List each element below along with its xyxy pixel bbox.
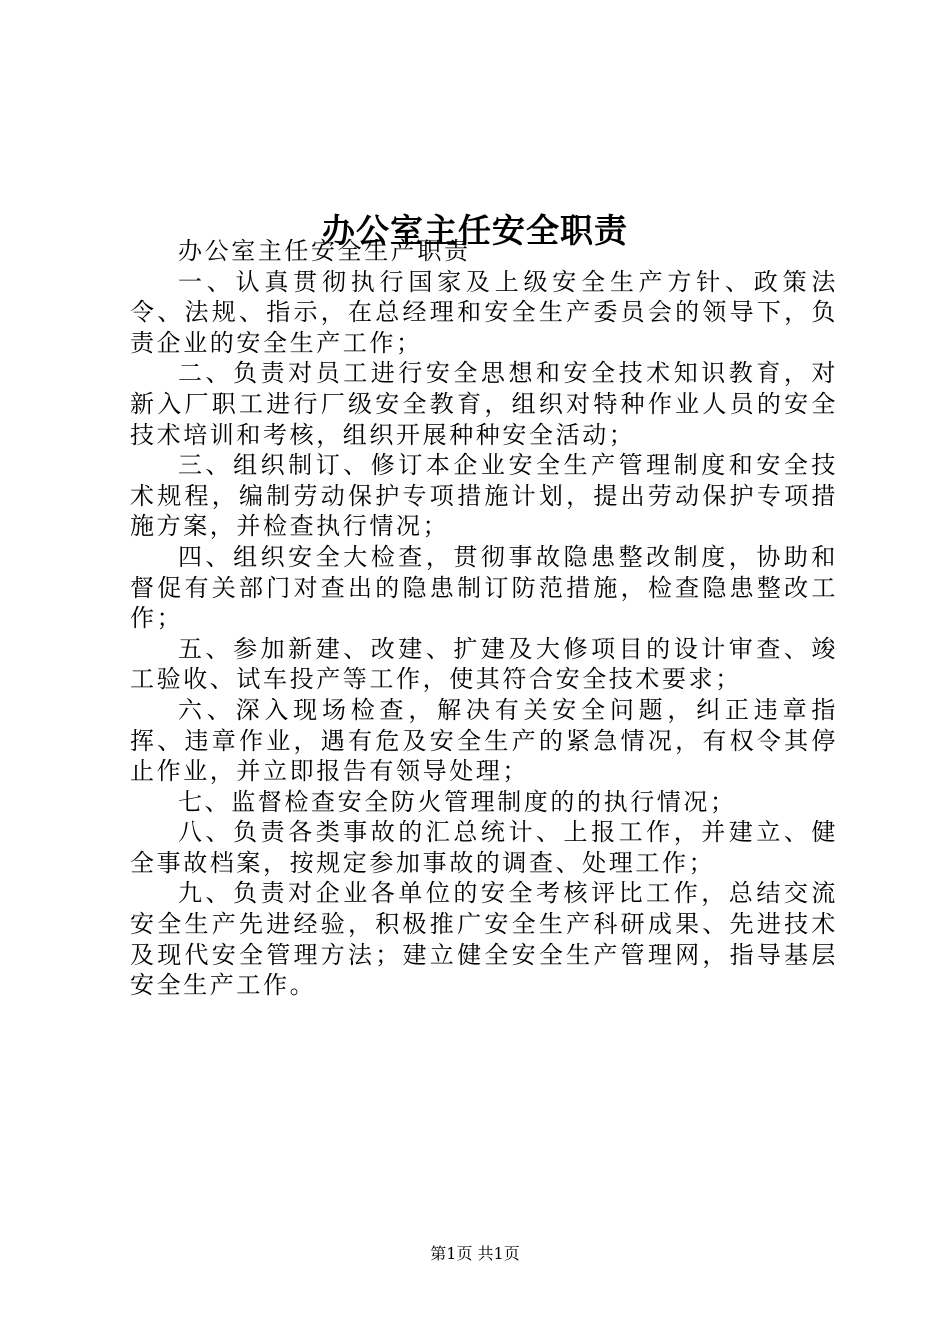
- paragraph-subtitle: 办公室主任安全生产职责: [178, 237, 471, 265]
- paragraph-item-7: 七、监督检查安全防火管理制度的的执行情况；: [178, 787, 737, 816]
- document-body: [130, 236, 838, 1001]
- paragraph-item-1: 一、认真贯彻执行国家及上级安全生产方针、政策法令、法规、指示，在总经理和安全生产委员会的领导下，负责企业的安全生产工作；: [130, 267, 838, 357]
- page-number: 第1页 共1页: [430, 1244, 520, 1263]
- document-title: 办公室主任安全职责: [322, 211, 628, 251]
- paragraph-item-9: 九、负责对企业各单位的安全考核评比工作，总结交流安全生产先进经验，积极推广安全生产科研成果、先进技术及现代安全管理方法；建立健全安全生产管理网，指导基层安全生产工作。: [130, 879, 838, 1000]
- paragraph-item-8: 八、负责各类事故的汇总统计、上报工作，并建立、健全事故档案，按规定参加事故的调查、处理工作；: [130, 818, 838, 877]
- paragraph-item-4: 四、组织安全大检查，贯彻事故隐患整改制度，协助和督促有关部门对查出的隐患制订防范措施，检查隐患整改工作；: [130, 542, 838, 633]
- paragraph-item-2: 二、负责对员工进行安全思想和安全技术知识教育，对新入厂职工进行厂级安全教育，组织对特种作业人员的安全技术培训和考核，组织开展种种安全活动；: [130, 359, 838, 449]
- paragraph-item-6: 六、深入现场检查，解决有关安全问题，纠正违章指挥、违章作业，遇有危及安全生产的紧急情况，有权令其停止作业，并立即报告有领导处理；: [130, 695, 838, 786]
- paragraph-item-3: 三、组织制订、修订本企业安全生产管理制度和安全技术规程，编制劳动保护专项措施计划，提出劳动保护专项措施方案，并检查执行情况；: [130, 451, 838, 541]
- paragraph-item-5: 五、参加新建、改建、扩建及大修项目的设计审查、竣工验收、试车投产等工作，使其符合安全技术要求；: [130, 634, 838, 694]
- page-footer: [0, 1242, 950, 1266]
